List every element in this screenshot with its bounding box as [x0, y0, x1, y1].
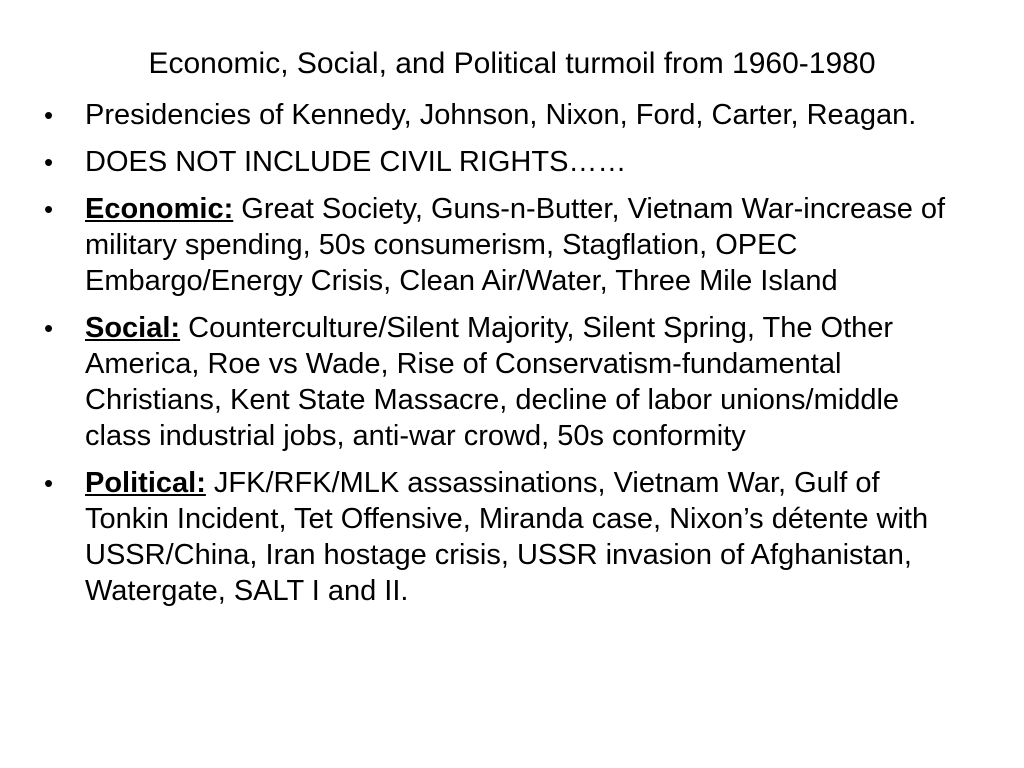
bullet-text: DOES NOT INCLUDE CIVIL RIGHTS…… — [85, 146, 627, 178]
bullet-text: Counterculture/Silent Majority, Silent Spring, The Other America, Roe vs Wade, Rise of Conservatism-fundamental Christians, Kent State Massacre, decline of labor unions/middle class industrial jobs, anti-war crowd, 50s conformity — [85, 312, 900, 452]
bullet-presidencies — [40, 97, 965, 133]
bullet-dot-icon: • — [44, 468, 54, 498]
bullet-economic — [40, 191, 965, 299]
bullet-political — [40, 465, 965, 609]
bullet-dot-icon: • — [44, 194, 54, 224]
bullet-text: Presidencies of Kennedy, Johnson, Nixon, Ford, Carter, Reagan. — [85, 99, 917, 131]
bullet-label-political: Political: — [85, 467, 206, 499]
bullet-text: Great Society, Guns-n-Butter, Vietnam War-increase of military spending, 50s consumerism, Stagflation, OPEC Embargo/Energy Crisis, Clean Air/Water, Three Mile Island — [85, 193, 946, 297]
bullet-civil-rights-note — [40, 144, 965, 180]
bullet-list — [40, 97, 965, 620]
bullet-social — [40, 310, 965, 454]
bullet-dot-icon: • — [44, 313, 54, 343]
bullet-text: JFK/RFK/MLK assassinations, Vietnam War, Gulf of Tonkin Incident, Tet Offensive, Miranda case, Nixon’s détente with USSR/China, Iran hostage crisis, USSR invasion of Afghanistan, Watergate, SALT I and II. — [85, 467, 929, 607]
bullet-label-social: Social: — [85, 312, 181, 344]
bullet-dot-icon: • — [44, 100, 54, 130]
slide-title: Economic, Social, and Political turmoil from 1960-1980 — [148, 47, 876, 80]
bullet-dot-icon: • — [44, 147, 54, 177]
bullet-label-economic: Economic: — [85, 193, 234, 225]
